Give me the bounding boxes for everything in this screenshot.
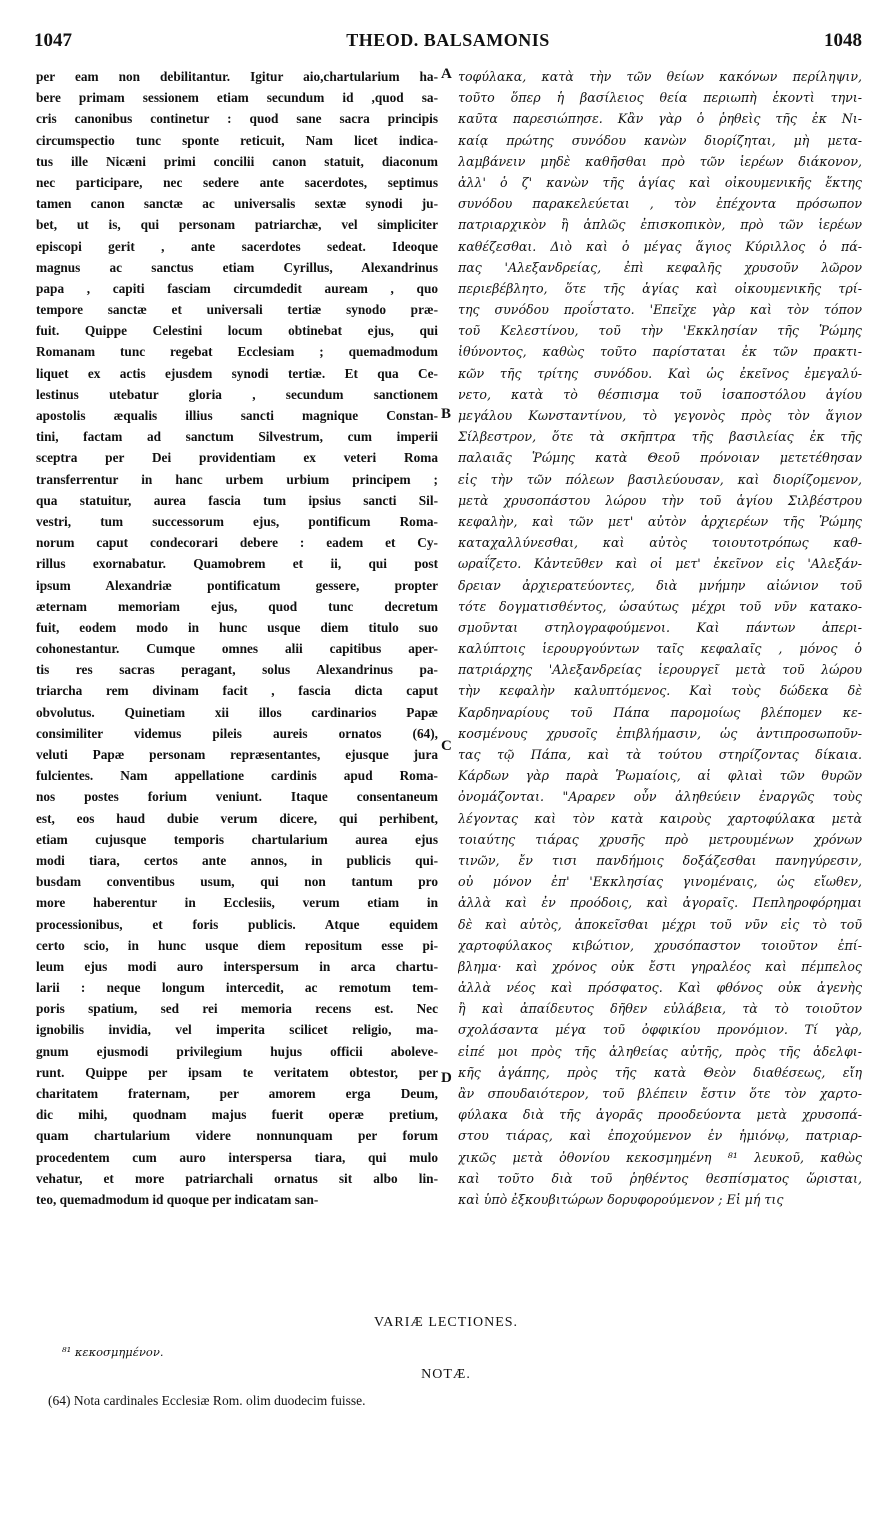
greek-text-line: τοφύλακα, κατὰ τὴν τῶν θείων κακόνων περίληψιν, xyxy=(458,69,862,84)
latin-text-line: busdam conventibus usum, qui non tantum pro xyxy=(36,874,438,890)
latin-text-line: etiam cujusque temporis chartularium aurea ejus xyxy=(36,831,438,847)
latin-text-line: nos postes forium veniunt. Itaque consentaneum xyxy=(36,789,438,805)
notae-heading: NOTÆ. xyxy=(421,1367,471,1382)
greek-text-line: στου τιάρας, καὶ ἐποχούμενον ἐν ἡμιόνῳ, πατριαρ- xyxy=(458,1128,862,1144)
greek-text-line: δρειαν ἀρχιερατεύοντες, διὰ μνήμην αἰώνιον τοῦ xyxy=(458,577,862,593)
latin-column xyxy=(36,66,438,1210)
latin-text-line: vehatur, et more patriarchali ornatus sit albo lin- xyxy=(36,1170,438,1186)
greek-text-line: της συνόδου προΐστατο. 'Επεῖχε γὰρ καὶ τὸν τόπον xyxy=(458,302,862,318)
latin-text-line: cohonestantur. Cumque omnes alii capitibus aper- xyxy=(36,641,438,657)
latin-text-line: poris spatium, sed rei memoria recens est. Nec xyxy=(36,1001,438,1017)
latin-text-line: charitatem fraternam, per amorem erga Deum, xyxy=(36,1086,438,1101)
latin-text-line: certo scio, in hunc usque diem repositum esse pi- xyxy=(36,937,438,953)
latin-text-line: fuit, eodem modo in hunc usque diem titulo suo xyxy=(36,619,438,635)
greek-text-line: ἀλλὰ νέος καὶ πρόσφατος. Καὶ φθόνος οὐκ ἀγενὴς xyxy=(458,980,862,996)
latin-text-line: runt. Quippe per ipsam te veritatem obtestor, per xyxy=(36,1064,438,1080)
greek-text-line: κῆς ἀγάπης, πρὸς τῆς κατὰ Θεὸν διαθέσεως, εἴη xyxy=(458,1064,862,1080)
section-marker-d: D xyxy=(441,1070,452,1086)
greek-text-line: τὴν κεφαλὴν καλυπτόμενος. Καὶ τοὺς δώδεκα δὲ xyxy=(458,683,862,699)
latin-text-line: fulcientes. Nam appellatione cardinis apud Roma- xyxy=(36,768,438,784)
variae-lectiones-note: ⁸¹ κεκοσμημένον. xyxy=(62,1345,164,1359)
latin-text-line: qua statuitur, aurea fascia tum ipsius sancti Sil- xyxy=(36,492,438,508)
greek-text-line: πας 'Αλεξανδρείας, ἐπὶ κεφαλῆς χρυσοῦν λῶρον xyxy=(458,259,862,275)
latin-text-line: veluti Papæ personam repræsentantes, ejusque jura xyxy=(36,747,438,762)
latin-text-line: ignobilis invidia, vel imperita scilicet religio, ma- xyxy=(36,1022,438,1038)
section-marker-c: C xyxy=(441,738,452,754)
latin-text-line: tini, factam ad sanctum Silvestrum, cum imperii xyxy=(36,429,438,445)
greek-text-line: σμοῦνται στηλογραφούμενοι. Καὶ πάντων ἀπερι- xyxy=(458,619,862,635)
latin-text-line: leum ejus modi auro interspersum in arca chartu- xyxy=(36,958,438,974)
greek-text-line: ἢ καὶ ἀπαίδευτος δῆθεν εὐλάβεια, τὰ τὸ τοιοῦτον xyxy=(458,1001,862,1017)
latin-text-line: norum caput condecorari debere : eadem et Cy- xyxy=(36,535,438,551)
greek-text-line: ωραΐζετο. Κἀντεῦθεν καὶ οἱ μετ' ἐκεῖνον εἰς 'Αλεξάν- xyxy=(458,556,862,572)
greek-text-line: πατριαρχικὸν ἢ ἁπλῶς ἐπισκοπικὸν, πρὸ τῶν ἱερέων xyxy=(458,217,862,233)
greek-text-line: καθέζεσθαι. Διὸ καὶ ὁ μέγας ἅγιος Κύριλλος ὁ πά- xyxy=(458,238,862,254)
greek-column xyxy=(458,66,862,1210)
greek-text-line: ἰθύνοντος, καθὼς τοῦτο παρίσταται ἐκ τῶν πρακτι- xyxy=(458,344,862,360)
latin-text-line: episcopi gerit , ante sacerdotes sedeat. Ideoque xyxy=(36,238,438,254)
greek-text-line: λέγοντας καὶ τὸν κατὰ καιροὺς χαρτοφύλακα μετὰ xyxy=(458,810,862,826)
greek-text-line: βλημα· καὶ χρόνος οὐκ ἔστι γηραλέος καὶ πέμπελος xyxy=(458,958,862,974)
latin-text-line: larii : neque longum intercedit, ac remotum tem- xyxy=(36,980,438,996)
greek-text-line: μετὰ χρυσοπάστου λώρου τὴν τοῦ ἁγίου Σιλβέστρου xyxy=(458,492,862,508)
greek-text-line: ἀλλὰ καὶ ἐν προόδοις, καὶ ἀγοραῖς. Πεπληροφόρημαι xyxy=(458,895,862,911)
section-marker-b: B xyxy=(441,406,452,422)
greek-text-line: συνόδου παρακελεύεται , τὸν ἐπέχοντα πρόσωπον xyxy=(458,196,862,212)
latin-text-line: transferrentur in hanc urbem urbium principem ; xyxy=(36,471,438,487)
latin-text-line: tus ille Nicæni primi concilii canon statuit, diaconum xyxy=(36,153,438,169)
latin-text-line: triarcha rem divinam facit , fascia dicta caput xyxy=(36,683,438,699)
greek-text-line: Κάρδων γὰρ παρὰ Ῥωμαίοις, αἱ φλιαὶ τῶν θυρῶν xyxy=(458,768,862,784)
greek-text-line: χικῶς μετὰ ὀθονίου κεκοσμημένη ⁸¹ λευκοῦ, καθὼς xyxy=(458,1149,862,1165)
latin-text-line: apostolis æqualis illius sancti magnique Constan- xyxy=(36,408,438,423)
latin-text-line: obvolutus. Quinetiam xii illos cardinarios Papæ xyxy=(36,704,438,720)
greek-text-line: ἀλλ' ὁ ζ' κανὼν τῆς ἁγίας καὶ οἰκουμενικῆς ἕκτης xyxy=(458,174,862,190)
latin-text-line: papa , capiti fasciam circumdedit auream , quo xyxy=(36,280,438,296)
greek-text-line: καίᾳ πρώτης συνόδου κανὼν διορίζηται, μὴ μετα- xyxy=(458,132,862,148)
greek-text-line: σχολάσαντα μέγα τοῦ ὀφφικίου προνόμιον. Τί γὰρ, xyxy=(458,1022,862,1038)
latin-text-line: lestinus utebatur gloria , secundum sanctionem xyxy=(36,386,438,402)
greek-text-line: τοιαύτης τιάρας χρυσῆς πρὸ μετρουμένων χρόνων xyxy=(458,831,862,847)
greek-text-line: εἰπέ μοι πρὸς τῆς ἀληθείας αὐτῆς, πρὸς τῆς ἀδελφι- xyxy=(458,1043,862,1059)
latin-text-line: quam chartularium videre nonnunquam per forum xyxy=(36,1128,438,1144)
greek-text-line: ὀνομάζονται. "Αραρεν οὖν ἀληθεύειν ἐναργῶς τοὺς xyxy=(458,789,862,805)
right-page-number: 1048 xyxy=(824,30,862,51)
latin-text-line: procedentem cum auro interspersa tiara, qui mulo xyxy=(36,1149,438,1165)
variae-lectiones-heading: VARIÆ LECTIONES. xyxy=(373,1315,519,1330)
greek-text-line: τας τῷ Πάπα, καὶ τὰ τούτου στηρίζοντας δίκαια. xyxy=(458,747,862,762)
greek-text-line: δὲ καὶ αὐτὸς, ἀποκεῖσθαι μέχρι τοῦ νῦν εἰς τὸ τοῦ xyxy=(458,916,862,932)
footnote-64: (64) Nota cardinales Ecclesiæ Rom. olim duodecim fuisse. xyxy=(48,1393,366,1408)
greek-text-line: φύλακα διὰ τῆς ἀγορᾶς προοδεύοντα μετὰ χρυσοπά- xyxy=(458,1107,862,1123)
greek-text-line: ἂν σπουδαιότερον, τοῦ βλέπειν ἔστιν ὅτε τὸν χαρτο- xyxy=(458,1086,862,1101)
latin-text-line: consimiliter videmus pileis aureis ornatos (64), xyxy=(36,725,438,741)
greek-text-line: νετο, κατὰ τὸ θέσπισμα τοῦ ἰσαποστόλου ἁγίου xyxy=(458,386,862,402)
latin-text-line: tempore sanctæ et universali tertiæ synodo præ- xyxy=(36,302,438,318)
latin-text-line: teo, quemadmodum id quoque per indicatam san- xyxy=(36,1191,319,1207)
greek-text-line: καταχαλλύνεσθαι, καὶ αὐτὸς τοιουτοτρόπως καθ- xyxy=(458,535,862,551)
latin-text-line: cris canonibus continetur : quod sane sacra principis xyxy=(36,111,438,127)
latin-text-line: modi tiara, certos ante annos, in publicis qui- xyxy=(36,852,438,868)
greek-text-line: Καρδηναρίους τοῦ Πάπα παρομοίως βλέπομεν κε- xyxy=(458,704,862,720)
greek-text-line: κῶν τῆς τρίτης συνόδου. Καὶ ὡς ἐκεῖνος ἐμεγαλύ- xyxy=(458,365,862,381)
latin-text-line: sceptra per Dei providentiam ex veteri Roma xyxy=(36,450,438,466)
greek-text-line: Σίλβεστρον, ὅτε τὰ σκῆπτρα τῆς βασιλείας ἐκ τῆς xyxy=(458,429,862,445)
greek-text-line: κοσμένους χρυσοῖς ἐπιβλήμασιν, ὡς ἀντιπροσωποῦν- xyxy=(458,725,862,741)
greek-text-line: καῦτα παρεσιώπησε. Κἂν γὰρ ὁ ῥηθεὶς τῆς ἐκ Νι- xyxy=(458,111,862,127)
latin-text-line: fuit. Quippe Celestini locum obtinebat ejus, qui xyxy=(36,323,438,339)
greek-text-line: χαρτοφύλακος κιβώτιον, χρυσόπαστον τοιοῦτον ἐπί- xyxy=(458,937,862,953)
latin-text-line: tis res sacras peragant, solus Alexandrinus pa- xyxy=(36,662,438,678)
greek-text-line: τινῶν, ἔν τισι πανδήμοις δοξάζεσθαι πανηγύρεσιν, xyxy=(458,852,862,868)
greek-text-line: κεφαλὴν, καὶ τῶν μετ' αὐτὸν ἀρχιερέων τῆς Ῥώμης xyxy=(458,513,862,529)
latin-text-line: tamen canon sanctæ ac universalis sextæ synodi ju- xyxy=(36,196,438,212)
greek-text-line: εἰς τὴν τῶν πόλεων βασιλεύουσαν, καὶ διορίζομενον, xyxy=(458,471,862,487)
latin-text-line: dic mihi, quodnam majus fuerit operæ pretium, xyxy=(36,1107,438,1123)
latin-text-line: gnum ejusmodi privilegium hujus officii aboleve- xyxy=(36,1043,438,1059)
greek-text-line: καὶ ὑπὸ ἐξκουβιτώρων δορυφορούμενον ; Εἰ μή τις xyxy=(458,1191,784,1207)
greek-text-line: οὐ μόνον ἐπ' 'Εκκλησίας γινομέναις, ὡς εἴωθεν, xyxy=(458,874,862,890)
latin-text-line: bet, ut is, qui personam patriarchæ, vel simpliciter xyxy=(36,217,438,233)
latin-text-line: vestri, tum successorum ejus, pontificum Roma- xyxy=(36,513,438,529)
latin-text-line: bere primam sessionem etiam secundum id ,quod sa- xyxy=(36,90,438,106)
greek-text-line: περιεβέβλητο, ὅτε τῆς ἁγίας καὶ οἰκουμενικῆς τρί- xyxy=(458,280,862,296)
running-title: THEOD. BALSAMONIS xyxy=(346,30,550,50)
latin-text-line: nec participare, nec sedere ante sacerdotes, septimus xyxy=(36,174,438,190)
latin-text-line: Romanam tunc regebat Ecclesiam ; quemadmodum xyxy=(36,344,438,360)
latin-text-line: circumspectio tunc sponte reticuit, Nam licet indica- xyxy=(36,132,438,148)
latin-text-line: rillus exornabatur. Quamobrem et ii, qui post xyxy=(36,556,438,572)
latin-text-line: per eam non debilitantur. Igitur aio,chartularium ha- xyxy=(36,69,438,84)
latin-text-line: est, eos haud dubie verum dicere, qui perhibent, xyxy=(36,810,438,826)
greek-text-line: καὶ τοῦτο διὰ τοῦ ῥηθέντος θεσπίσματος ὥρισται, xyxy=(458,1170,862,1186)
greek-text-line: πατριάρχης 'Αλεξανδρείας ἱερουργεῖ μετὰ τοῦ λώρου xyxy=(458,662,862,678)
greek-text-line: λαμβάνειν μηδὲ καθῆσθαι πρὸ τῶν ἱερέων διάκονον, xyxy=(458,153,862,169)
latin-text-line: ipsum Alexandriæ pontificatum gessere, propter xyxy=(36,577,438,593)
latin-text-line: æternam memoriam ejus, quod tunc decretum xyxy=(36,598,438,614)
left-page-number: 1047 xyxy=(34,30,72,51)
greek-text-line: τοῦτο ὅπερ ἡ βασίλειος θεία περιωπὴ ἑκοντὶ τηνι- xyxy=(458,90,862,106)
section-marker-a: A xyxy=(441,66,452,82)
greek-text-line: παλαιᾶς Ῥώμης κατὰ Θεοῦ πρόνοιαν μετετέθησαν xyxy=(458,450,862,466)
latin-text-line: processionibus, et foris publicis. Atque equidem xyxy=(36,916,438,932)
greek-text-line: τοῦ Κελεστίνου, τοῦ τὴν 'Εκκλησίαν τῆς Ῥώμης xyxy=(458,323,862,339)
page-header xyxy=(34,30,862,56)
greek-text-line: καλύπτοις ἱερουργούντων ταῖς κεφαλαῖς , μόνος ὁ xyxy=(458,641,862,657)
latin-text-line: more haberentur in Ecclesiis, verum etiam in xyxy=(36,895,438,911)
latin-text-line: liquet ex actis ejusdem synodi tertiæ. Et qua Ce- xyxy=(36,365,438,381)
greek-text-line: τότε δογματισθέντος, ὡσαύτως μέχρι τοῦ νῦν κατακο- xyxy=(458,598,862,614)
greek-text-line: μεγάλου Κωνσταντίνου, τὸ γεγονὸς πρὸς τὸν ἅγιον xyxy=(458,408,862,423)
latin-text-line: magnus ac sanctus etiam Cyrillus, Alexandrinus xyxy=(36,259,438,275)
